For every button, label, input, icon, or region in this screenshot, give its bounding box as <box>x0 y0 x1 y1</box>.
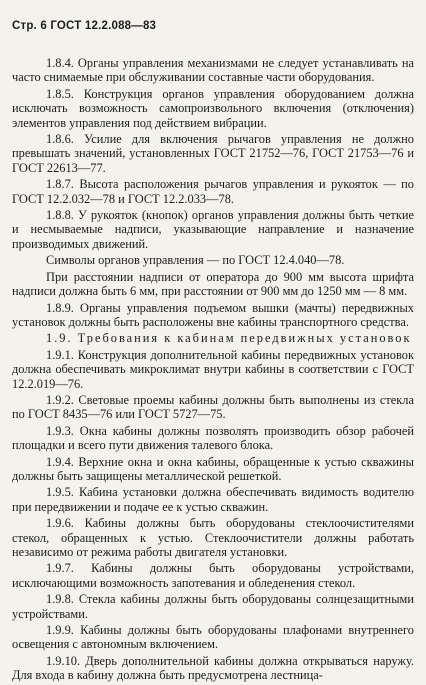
paragraph-1-8-5: 1.8.5. Конструкция органов управления оборудованием должна исключать возможность самопроизвольного включения (отключения) элементов управления под действием вибрации. <box>12 86 414 130</box>
paragraph-1-9-5: 1.9.5. Кабина установки должна обеспечивать видимость водителю при передвижении и подаче ее к устью скважин. <box>12 485 414 514</box>
paragraph-1-8-6: 1.8.6. Усилие для включения рычагов управления не должно превышать значений, установленных ГОСТ 21752—76, ГОСТ 21753—76 и ГОСТ 22613—77. <box>12 132 414 175</box>
paragraph-1-9-2: 1.9.2. Световые проемы кабины должны быть выполнены из стекла по ГОСТ 8435—76 или ГОСТ 5727—75. <box>12 392 414 422</box>
paragraph-1-9-8: 1.9.8. Стекла кабины должны быть оборудованы солнцезащитными устройствами. <box>12 592 414 621</box>
document-body <box>12 56 414 685</box>
paragraph-1-8-9: 1.8.9. Органы управления подъемом вышки (мачты) передвижных установок должны быть расположены вне кабины транспортного средства. <box>12 300 414 329</box>
paragraph-1-9-9: 1.9.9. Кабины должны быть оборудованы плафонами внутреннего освещения с автономным включением. <box>12 623 414 652</box>
paragraph-1-9-6: 1.9.6. Кабины должны быть оборудованы стеклоочистителями стекол, обращенных к устью. Стеклоочистители должны работать независимо от режима работы двигателя установки. <box>12 516 414 559</box>
paragraph-1-8-7: 1.8.7. Высота расположения рычагов управления и рукояток — по ГОСТ 12.2.032—78 и ГОСТ 12.2.033—78. <box>12 177 414 206</box>
paragraph-1-8-4: 1.8.4. Органы управления механизмами не следует устанавливать на часто снимаемые при обслуживании составные части оборудования. <box>12 56 414 85</box>
paragraph-1-9-1: 1.9.1. Конструкция дополнительной кабины передвижных установок должна обеспечивать микроклимат внутри кабины в соответствии с ГОСТ 12.2.019—76. <box>12 347 414 391</box>
paragraph-symbols: Символы органов управления — по ГОСТ 12.4.040—78. <box>46 253 345 268</box>
paragraph-1-9-7: 1.9.7. Кабины должны быть оборудованы устройствами, исключающими возможность запотевания и обледенения стекол. <box>12 561 414 590</box>
paragraph-1-8-8: 1.8.8. У рукояток (кнопок) органов управления должны быть четкие и несмываемые надписи, указывающие направление и назначение производимых движений. <box>12 208 414 251</box>
page-header: Стр. 6 ГОСТ 12.2.088—83 <box>12 20 157 32</box>
section-title-1-9: 1.9. Требования к кабинам передвижных установок <box>46 331 412 346</box>
paragraph-font-height: При расстоянии надписи от оператора до 900 мм высота шрифта надписи должна быть 6 мм, при расстоянии от 900 мм до 1250 мм — 8 мм. <box>12 269 414 299</box>
paragraph-1-9-10: 1.9.10. Дверь дополнительной кабины должна открываться наружу. Для входа в кабину должна быть предусмотрена лестница- <box>12 653 414 683</box>
paragraph-1-9-4: 1.9.4. Верхние окна и окна кабины, обращенные к устью скважины должны быть защищены металлической решеткой. <box>12 454 414 483</box>
paragraph-1-9-3: 1.9.3. Окна кабины должны позволять производить обзор рабочей площадки и всего пути движения талевого блока. <box>12 423 414 453</box>
